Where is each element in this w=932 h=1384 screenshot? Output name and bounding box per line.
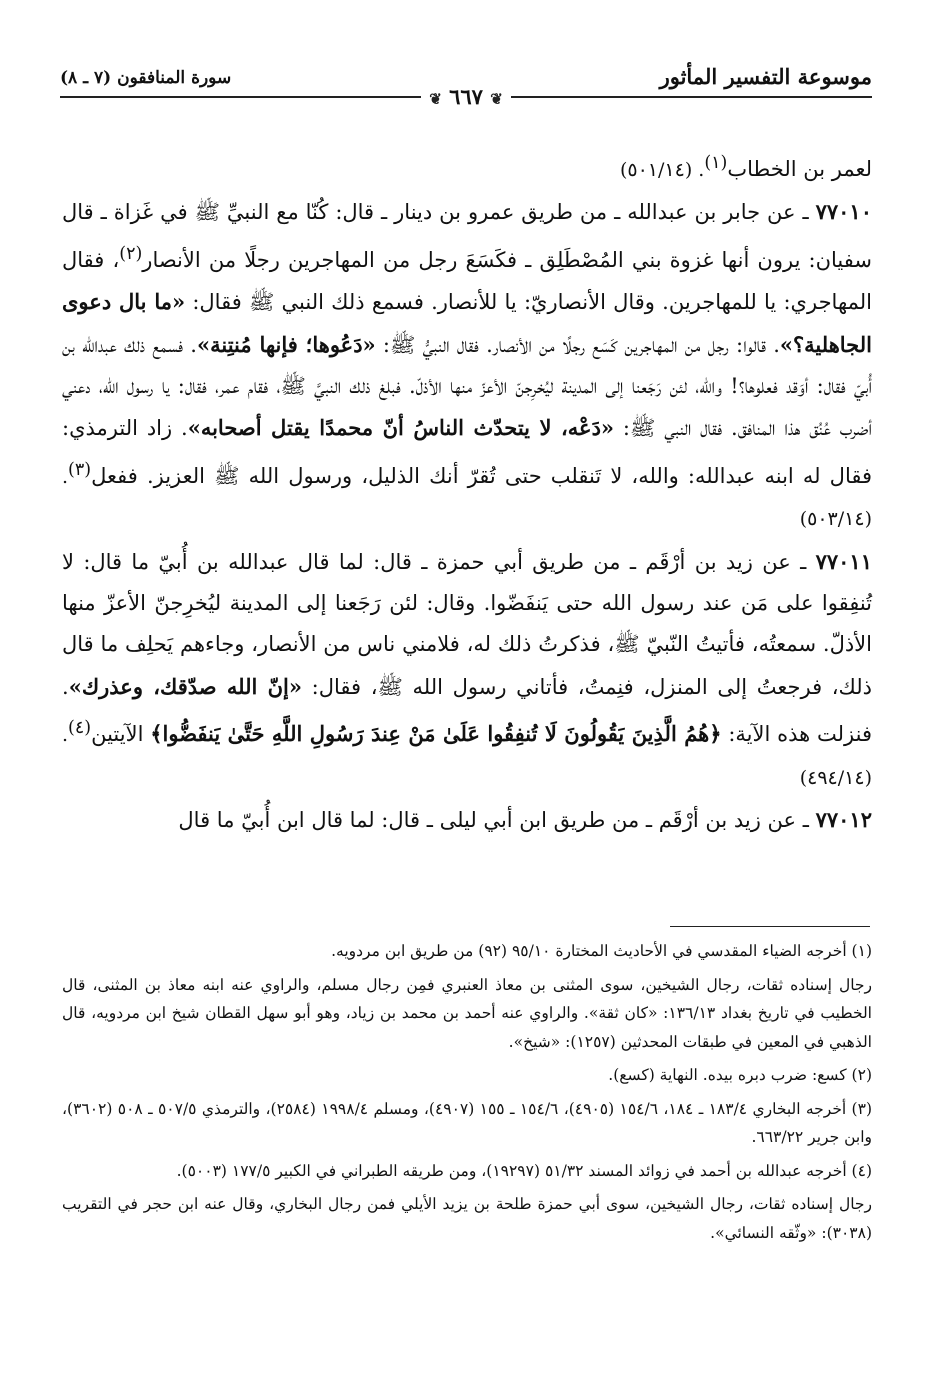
text-run: ـ عن زيد بن أرْقَم ـ من طريق أبي حمزة ـ قال: لما قال عبدالله بن أُبيّ ما قال: لا تُنفِقوا على مَن عند رسول الله حتى يَنفَضّوا. وقال: لئن رَجَعنا إلى المدينة ليُخرِجنّ الأعزّ منها الأذلّ. سمعتُه، فأتيتُ النّبيّ ﷺ، فذكرتُ ذلك له، فلامني ناس من الأنصار، وجاءهم يَحلِف ما قال ذلك، فرجعتُ إلى المنزل، فنِمتُ، فأتاني رسول الله ﷺ، فقال: <box>62 549 872 699</box>
footnote-item: (٣) أخرجه البخاري ١٨٣/٤ ـ ١٨٤، ١٥٤/٦ (٤٩٠٥)، ١٥٤/٦ ـ ١٥٥ (٤٩٠٧)، ومسلم ١٩٩٨/٤ (٢٥٨٤)، والترمذي ٥٠٧/٥ ـ ٥٠٨ (٣٦٠٢)، وابن جرير ٦٦٣/٢٢. <box>62 1099 872 1146</box>
text-run: الآيتين <box>91 722 151 747</box>
hadith-number: ٧٧٠١٠ <box>815 199 872 225</box>
footnote-marker: (٢) <box>119 243 143 264</box>
footnote-item: رجال إسناده ثقات، رجال الشيخين، سوى المثنى بن معاذ العنبري فمِن رجال مسلم، والراوي عنه ابنه معاذ بن المثنى، قال الخطيب في تاريخ بغداد ١٣٦/١٣: «كان ثقة». والراوي عنه أحمد بن محمد بن زياد، وهو أبو سهل القطان شيخ ابن مردويه، قال الذهبي في المعين في طبقات المحدثين (١٢٥٧): «شيخ». <box>62 975 872 1051</box>
running-header <box>60 58 872 118</box>
text-run: لعمر بن الخطاب <box>727 157 872 181</box>
text-run: ، فقال المهاجري: يا للمهاجرين. وقال الأنصاريّ: يا للأنصار. فسمع ذلك النبي ﷺ فقال: <box>62 247 872 315</box>
text-run: . قالوا: رجل من المهاجرين كَسَع رجلًا من الأنصار. فقال النبيُّ ﷺ: <box>375 332 780 357</box>
footnote-marker: (٣) <box>68 459 92 480</box>
page-number-block <box>60 84 872 109</box>
hadith-77012 <box>62 799 872 841</box>
footnote-separator <box>670 926 870 927</box>
footnote-item: (٢) كسع: ضرب دبره بيده. النهاية (كسع). <box>608 1066 872 1084</box>
text-run: . فسمع ذلك عبدالله بن أُبيّ فقال: أوَقد فعلوها؟! والله، لئن رَجَعنا إلى المدينة ليُخرِجنّ الأعزّ منها الأذلّ. فبلغ ذلك النبيَّ ﷺ، فقام عمر، فقال: يا رسول الله، دعني أضرب عُنُق هذا المنافق. فقال النبي ﷺ: <box>62 332 872 441</box>
prophetic-quote: «دَعْه، لا يتحدّث الناسُ أنّ محمدًا يقتل أصحابه» <box>187 415 615 441</box>
surah-title: سورة المنافقون (٧ ـ ٨) <box>60 68 232 88</box>
prophetic-quote: «دَعُوها؛ فإنها مُنتِنة» <box>196 331 376 357</box>
text-run: ـ عن زيد بن أرْقَم ـ من طريق ابن أبي ليلى ـ قال: لما قال ابن أُبيّ ما قال <box>178 808 816 833</box>
hadith-77011 <box>62 541 872 799</box>
footnotes <box>62 937 872 1252</box>
quran-verse: ﴿هُمُ الَّذِينَ يَقُولُونَ لَا تُنفِقُوا عَلَىٰ مَنْ عِندَ رَسُولِ اللَّهِ حَتَّىٰ يَنفَضُّوا﴾ <box>150 721 722 747</box>
volume-reference: . (٤٩٤/١٤) <box>62 724 872 789</box>
ornament-icon: ❦ <box>490 90 503 108</box>
footnote-item: (٤) أخرجه عبدالله بن أحمد في زوائد المسند ٥١/٣٢ (١٩٢٩٧)، ومن طريقه الطبراني في الكبير ١٧٧/٥ (٥٠٠٣). <box>176 1161 872 1180</box>
text-run: . زاد الترمذي: فقال له ابنه عبدالله: والله، لا تَنقلب حتى تُقرّ أنك الذليل، ورسول الله ﷺ العزيز. ففعل <box>62 416 872 488</box>
text-run: . فنزلت هذه الآية: <box>62 674 872 747</box>
book-title: موسوعة التفسير المأثور <box>659 64 872 89</box>
footnote-item: رجال إسناده ثقات، رجال الشيخين، سوى أبي حمزة طلحة بن يزيد الأيلي فمن رجال البخاري، وقال عنه ابن حجر في التقريب (٣٠٣٨): «وثّقه النسائي». <box>62 1195 872 1242</box>
continuation-paragraph <box>62 143 872 191</box>
page-number: ٦٦٧ <box>449 84 483 109</box>
footnote-marker: (٤) <box>68 718 92 739</box>
main-text <box>62 143 872 842</box>
text-run: ـ عن جابر بن عبدالله ـ من طريق عمرو بن دينار ـ قال: كُنّا مع النبيِّ ﷺ في غَزاة ـ قال سفيان: يرون أنها غزوة بني المُصْطَلِق ـ فكَسَعَ رجل من المهاجرين رجلًا من الأنصار <box>62 200 872 272</box>
hadith-number: ٧٧٠١١ <box>815 548 872 574</box>
volume-reference: . (٥٠٣/١٤) <box>62 465 872 531</box>
volume-reference: . (٥٠١/١٤) <box>619 159 705 181</box>
hadith-number: ٧٧٠١٢ <box>815 807 872 833</box>
hadith-77010 <box>62 191 872 540</box>
footnote-marker: (١) <box>704 153 728 173</box>
footnote-item: (١) أخرجه الضياء المقدسي في الأحاديث المختارة ٩٥/١٠ (٩٢) من طريق ابن مردويه. <box>331 942 872 960</box>
prophetic-quote: «ما بال دعوى الجاهلية؟» <box>62 289 872 357</box>
prophetic-quote: «إنّ الله صدّقك، وعذرك» <box>68 673 303 699</box>
ornament-icon: ❦ <box>429 90 442 108</box>
